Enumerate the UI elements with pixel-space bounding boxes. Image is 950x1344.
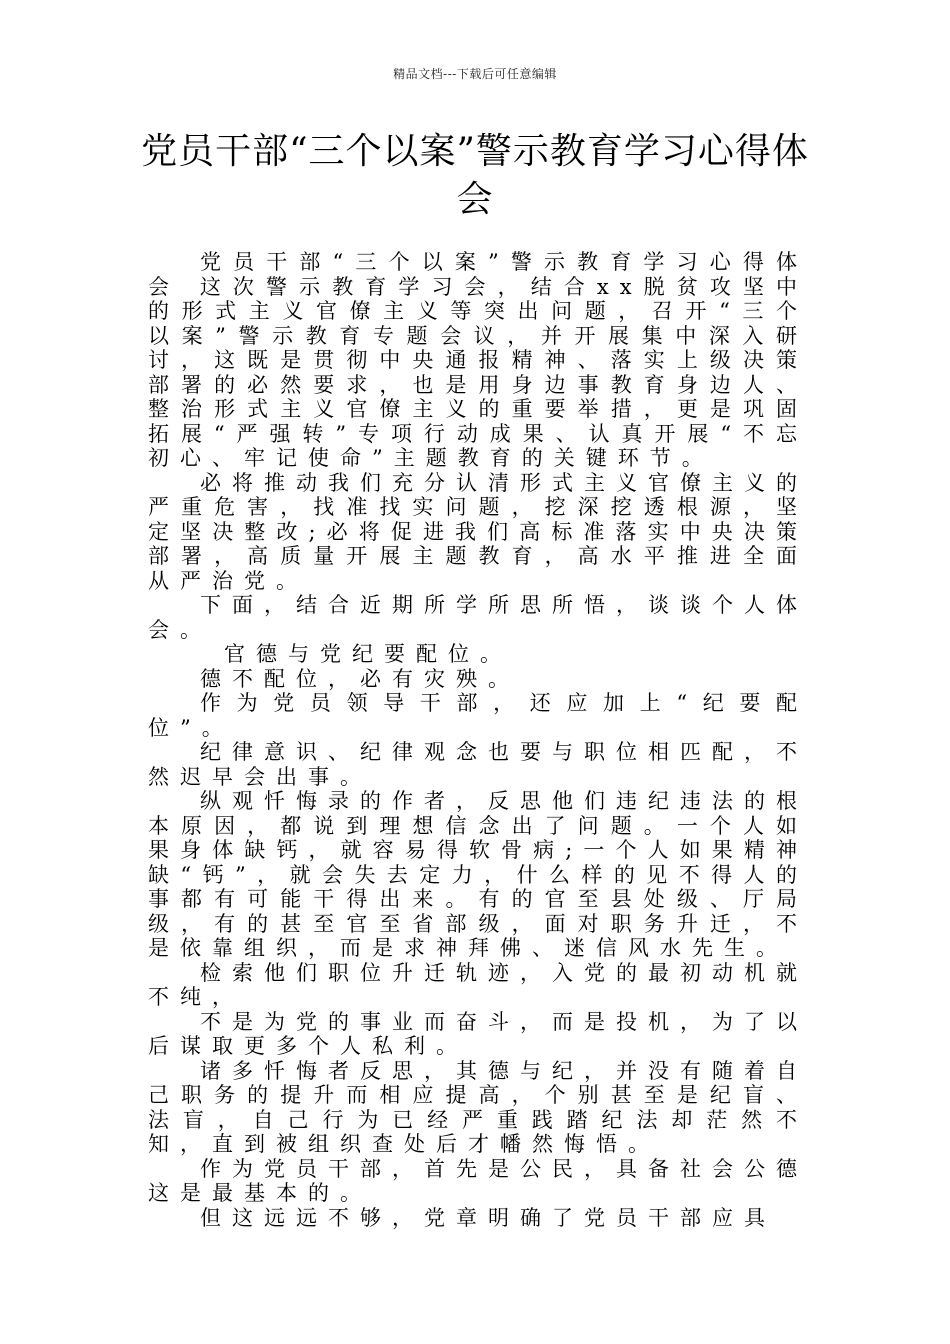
paragraph: 纵观忏悔录的作者，反思他们违纪违法的根本原因，都说到理想信念出了问题。一个人如果身体缺钙，就容易得软骨病;一个人如果精神缺“钙”，就会失去定力，什么样的见不得人的事都有可能干得出来。有的官至县处级、厅局级，有的甚至官至省部级，面对职务升迁，不是依靠组织，而是求神拜佛、迷信风水先生。 — [148, 789, 808, 960]
paragraph: 下面，结合近期所学所思所悟，谈谈个人体会。 — [148, 593, 808, 642]
paragraph: 检索他们职位升迁轨迹，入党的最初动机就不纯， — [148, 960, 808, 1009]
paragraph: 必将推动我们充分认清形式主义官僚主义的严重危害，找准找实问题，挖深挖透根源，坚定坚决整改;必将促进我们高标准落实中央决策部署，高质量开展主题教育，高水平推进全面从严治党。 — [148, 470, 808, 593]
paragraph: 作为党员干部，首先是公民，具备社会公德这是最基本的。 — [148, 1156, 808, 1205]
paragraph: 但这远远不够，党章明确了党员干部应具 — [200, 1205, 776, 1230]
paragraph: 德不配位，必有灾殃。 — [200, 666, 520, 691]
paragraph: 作为党员领导干部，还应加上“纪要配位”。 — [148, 691, 808, 740]
document-title: 党员干部“三个以案”警示教育学习心得体会 — [141, 131, 809, 220]
paragraph: 党员干部“三个以案”警示教育学习心得体会 这次警示教育学习会，结合xx脱贫攻坚中的形式主义官僚主义等突出问题，召开“三个以案”警示教育专题会议，并开展集中深入研讨，这既是贯彻中央通报精神、落实上级决策部署的必然要求，也是用身边事教育身边人、整治形式主义官僚主义的重要举措，更是巩固拓展“严强转”专项行动成果、认真开展“不忘初心、牢记使命”主题教育的关键环节。 — [148, 250, 808, 470]
paragraph: 诸多忏悔者反思，其德与纪，并没有随着自己职务的提升而相应提高，个别甚至是纪盲、法盲，自己行为已经严重践踏纪法却茫然不知，直到被组织查处后才幡然悔悟。 — [148, 1058, 808, 1156]
header-note: 精品文档---下载后可任意编辑 — [393, 67, 557, 81]
paragraph: 官德与党纪要配位。 — [224, 642, 512, 666]
document-body — [148, 250, 808, 1230]
paragraph: 纪律意识、纪律观念也要与职位相匹配，不然迟早会出事。 — [148, 740, 808, 789]
paragraph: 不是为党的事业而奋斗，而是投机，为了以后谋取更多个人私利。 — [148, 1009, 808, 1058]
